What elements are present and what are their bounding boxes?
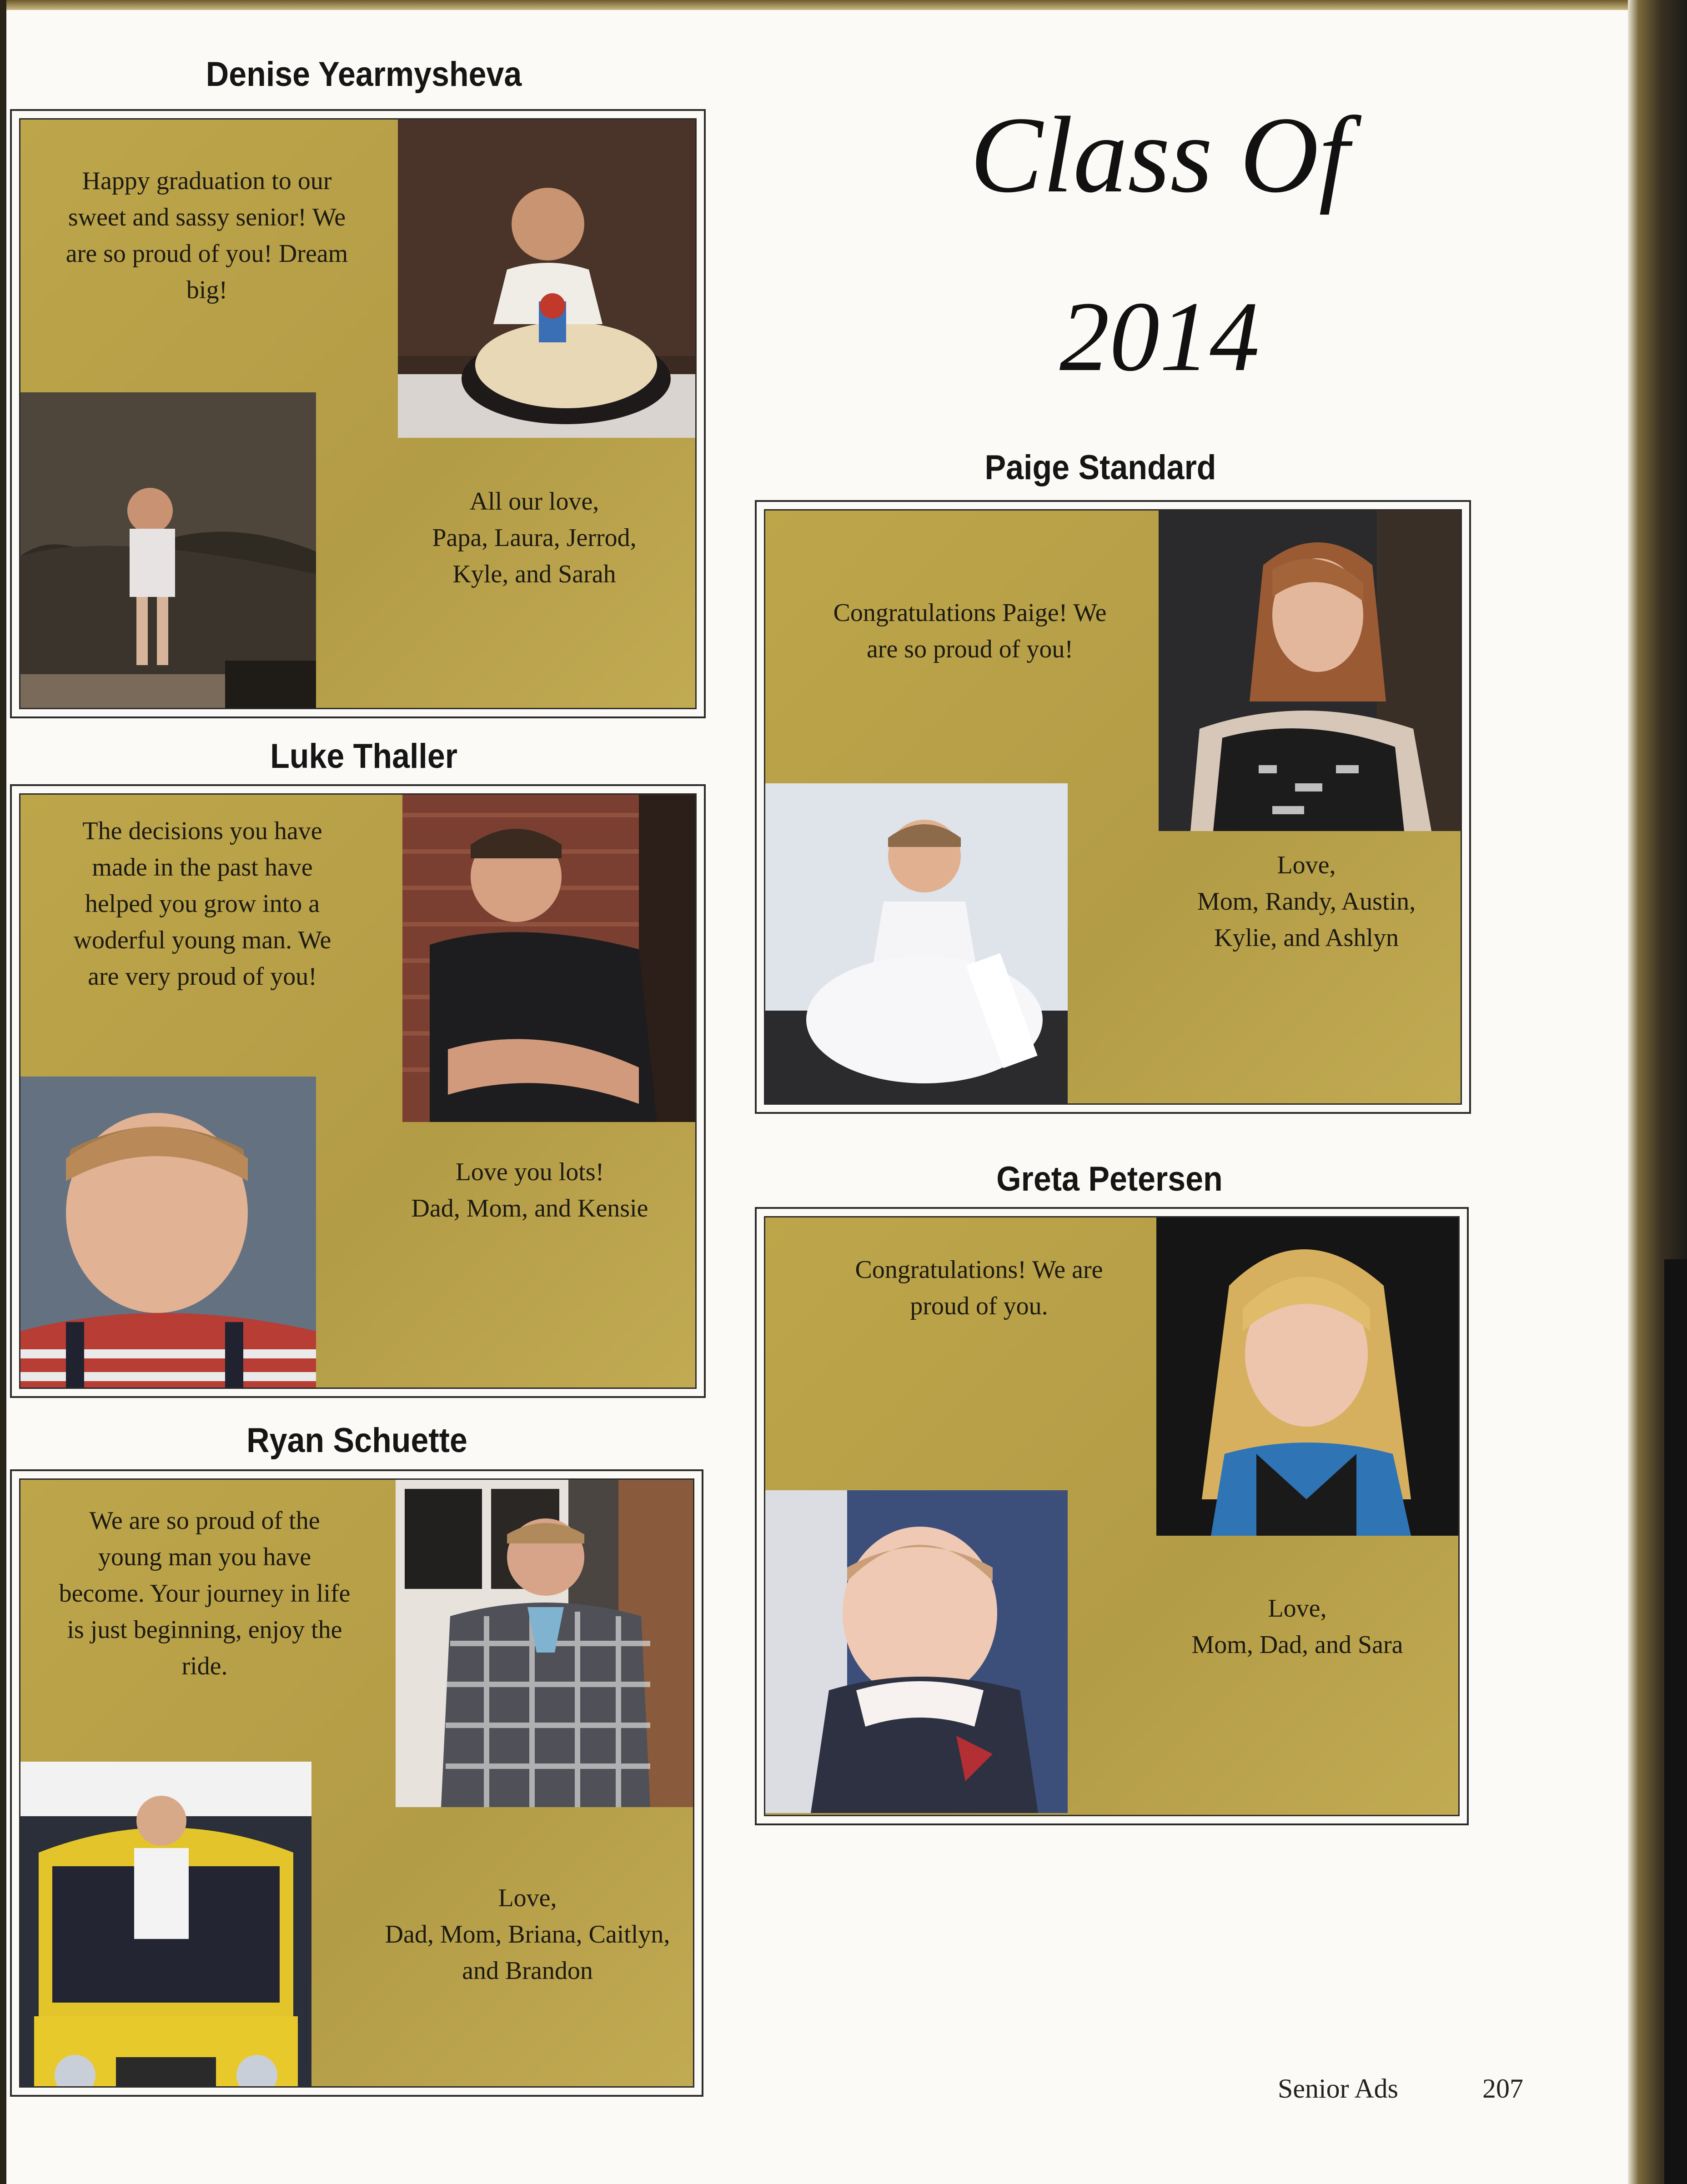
binding-shadow: [1664, 1259, 1687, 2184]
ad-frame-ryan: [10, 1469, 703, 2097]
photo-greta-senior: [1156, 1217, 1460, 1536]
photo-greta-child: [765, 1490, 1068, 1813]
ad-signoff-ryan: Love, Dad, Mom, Briana, Caitlyn, and Brandon: [385, 1884, 670, 1985]
ad-panel-greta: [764, 1216, 1460, 1816]
photo-denise-child: [20, 392, 316, 709]
ad-frame-denise: [10, 109, 706, 718]
photo-ryan-child: [20, 1762, 311, 2088]
ad-message-luke: The decisions you have made in the past have helped you grow into a woderful young man. We are very proud of you!: [73, 817, 331, 991]
ad-frame-greta: [755, 1207, 1469, 1825]
ad-signoff-paige: Love, Mom, Randy, Austin, Kylie, and Ashlyn: [1197, 851, 1416, 952]
ad-name-ryan: Ryan Schuette: [246, 1421, 467, 1460]
ad-panel-luke: [19, 793, 697, 1389]
ad-name-paige: Paige Standard: [984, 448, 1216, 487]
page-number: 207: [1482, 2074, 1523, 2104]
ad-name-luke: Luke Thaller: [270, 737, 457, 776]
ad-message-paige: Congratulations Paige! We are so proud of you!: [833, 599, 1107, 663]
photo-luke-senior: [402, 795, 697, 1122]
class-title-line2: 2014: [1059, 281, 1260, 392]
ad-message-ryan: We are so proud of the young man you have become. Your journey in life is just beginning, enjoy the ride.: [59, 1507, 351, 1680]
ad-frame-luke: [10, 784, 706, 1398]
footer-section: Senior Ads: [1278, 2074, 1399, 2104]
class-title-line1: Class Of: [970, 94, 1349, 215]
ad-signoff-denise: All our love, Papa, Laura, Jerrod, Kyle, and Sarah: [432, 487, 637, 588]
photo-luke-child: [20, 1077, 316, 1389]
page-binding-left: [0, 0, 6, 2184]
ad-name-greta: Greta Petersen: [996, 1160, 1223, 1198]
page-binding-right: [1628, 0, 1687, 2184]
ad-signoff-greta: Love, Mom, Dad, and Sara: [1191, 1594, 1403, 1659]
photo-denise-senior: [398, 120, 697, 438]
ad-panel-paige: [764, 509, 1462, 1105]
ad-panel-denise: [19, 118, 697, 709]
ad-panel-ryan: [19, 1478, 694, 2088]
page-binding-top: [0, 0, 1687, 10]
ad-signoff-luke: Love you lots! Dad, Mom, and Kensie: [411, 1158, 648, 1222]
photo-paige-senior: [1159, 511, 1462, 831]
ad-name-denise: Denise Yearmysheva: [206, 55, 522, 94]
ad-frame-paige: [755, 500, 1471, 1114]
photo-paige-child: [765, 783, 1068, 1105]
ad-message-denise: Happy graduation to our sweet and sassy senior! We are so proud of you! Dream big!: [65, 167, 348, 304]
ad-message-greta: Congratulations! We are proud of you.: [855, 1256, 1103, 1320]
photo-ryan-senior: [396, 1480, 694, 1807]
